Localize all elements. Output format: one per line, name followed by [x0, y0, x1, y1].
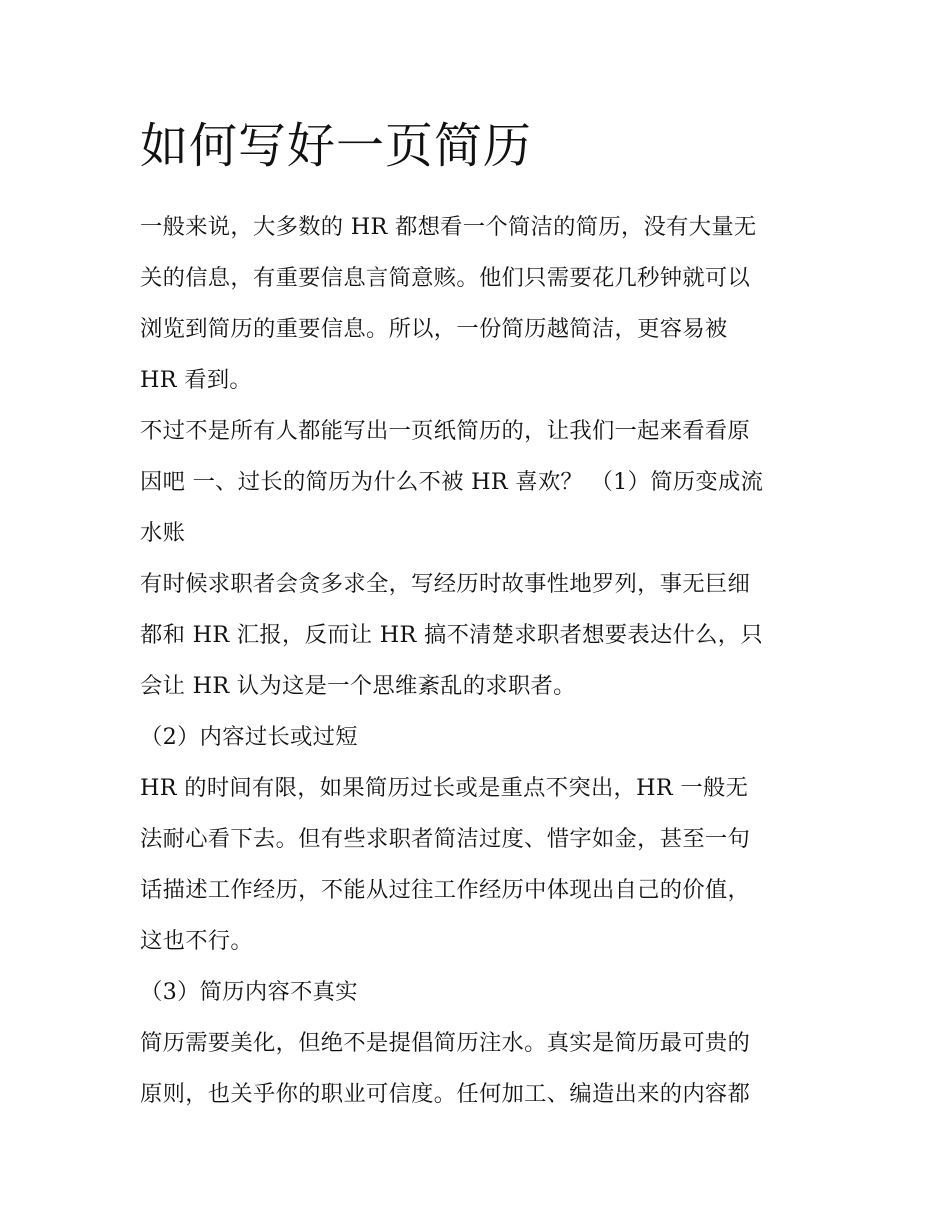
text-line: 原则，也关乎你的职业可信度。任何加工、编造出来的内容都	[140, 1081, 751, 1107]
text-line: 因吧 一、过长的简历为什么不被 HR 喜欢？ （1）简历变成流	[140, 469, 764, 495]
paragraph-intro	[140, 202, 814, 406]
paragraph-reasons-intro	[140, 406, 814, 559]
document-title: 如何写好一页简历	[140, 118, 533, 174]
text-line: 这也不行。	[140, 928, 253, 954]
text-line: 有时候求职者会贪多求全，写经历时故事性地罗列，事无巨细	[140, 571, 751, 597]
text-line: 都和 HR 汇报，反而让 HR 搞不清楚求职者想要表达什么，只	[140, 622, 763, 648]
paragraph-reason-1	[140, 559, 814, 712]
text-line: 简历需要美化，但绝不是提倡简历注水。真实是简历最可贵的	[140, 1030, 751, 1056]
paragraph-reason-3	[140, 1018, 814, 1120]
document-body	[140, 112, 814, 1120]
text-line: 法耐心看下去。但有些求职者简洁过度、惜字如金，甚至一句	[140, 826, 751, 852]
text-line: 会让 HR 认为这是一个思维紊乱的求职者。	[140, 673, 576, 699]
subheading-reason-3	[140, 967, 814, 1018]
text-line: 话描述工作经历，不能从过往工作经历中体现出自己的价值，	[140, 877, 751, 903]
text-line: （2）内容过长或过短	[140, 724, 358, 750]
text-line: 关的信息，有重要信息言简意赅。他们只需要花几秒钟就可以	[140, 265, 751, 291]
subheading-reason-2	[140, 712, 814, 763]
paragraph-reason-2	[140, 763, 814, 967]
text-line: 水账	[140, 520, 186, 546]
text-line: HR 的时间有限，如果简历过长或是重点不突出，HR 一般无	[140, 775, 749, 801]
text-line: 浏览到简历的重要信息。所以，一份简历越简洁，更容易被	[140, 316, 728, 342]
text-line: 一般来说，大多数的 HR 都想看一个简洁的简历，没有大量无	[140, 214, 757, 240]
text-line: HR 看到。	[140, 367, 253, 393]
text-line: （3）简历内容不真实	[140, 979, 358, 1005]
text-line: 不过不是所有人都能写出一页纸简历的，让我们一起来看看原	[140, 418, 751, 444]
